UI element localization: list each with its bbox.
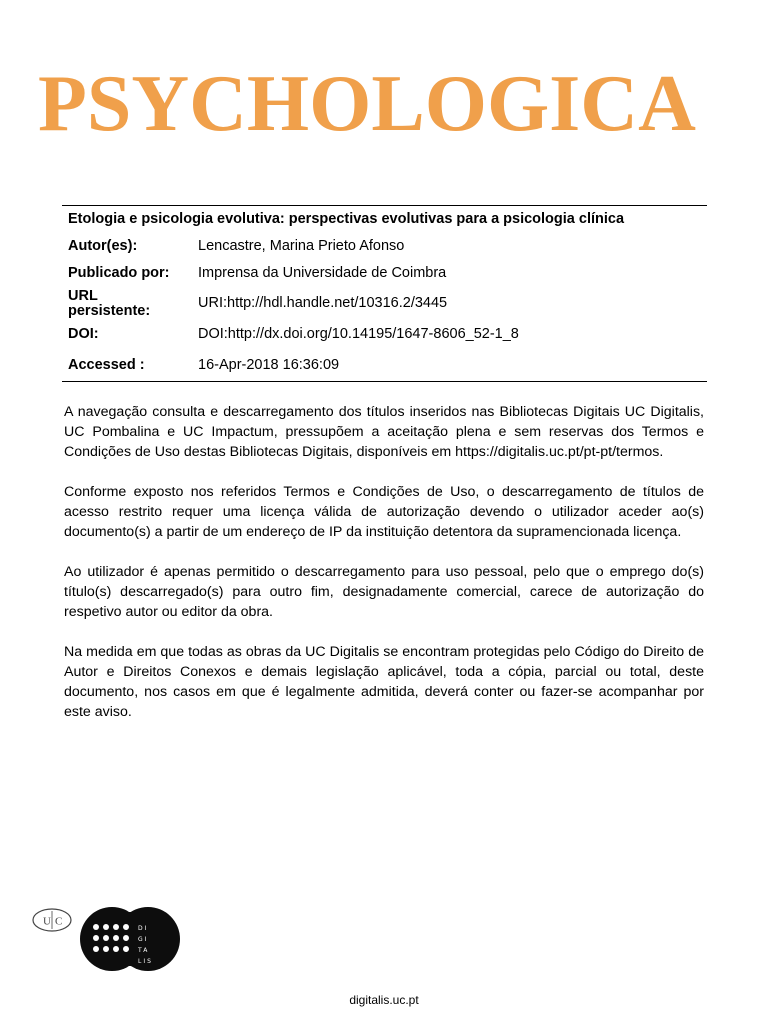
accessed-value: 16-Apr-2018 16:36:09 bbox=[198, 357, 340, 373]
uc-logo-u: U bbox=[43, 915, 51, 928]
top-divider bbox=[62, 205, 707, 206]
record-title: Etologia e psicologia evolutiva: perspectivas evolutivas para a psicologia clínica bbox=[68, 211, 625, 227]
svg-text:GI: GI bbox=[138, 936, 149, 943]
notice-paragraph-4: Na medida em que todas as obras da UC Digitalis se encontram protegidas pelo Código do Direito de Autor e Direitos Conexos e demais legislação aplicável, toda a cópia, parcial ou total, deste documento, nos casos em que é legalmente admitida, deverá conter ou fazer-se acompanhar por este aviso. bbox=[64, 644, 704, 720]
journal-title: PSYCHOLOGICA bbox=[38, 60, 696, 148]
footer-url[interactable]: digitalis.uc.pt bbox=[349, 993, 419, 1007]
svg-text:DI: DI bbox=[138, 925, 149, 932]
url-value[interactable]: URI:http://hdl.handle.net/10316.2/3445 bbox=[198, 295, 448, 311]
notice-paragraph-2: Conforme exposto nos referidos Termos e Condições de Uso, o descarregamento de títulos de acesso restrito requer uma licença válida de autorização devendo o utilizador aceder ao(s) documento(s) a partir de um endereço de IP da instituição detentora da supramencionada licença. bbox=[64, 484, 704, 540]
bottom-divider bbox=[62, 381, 707, 382]
uc-logo-c: C bbox=[55, 915, 63, 928]
doi-value[interactable]: DOI:http://dx.doi.org/10.14195/1647-8606_52-1_8 bbox=[198, 326, 519, 342]
publisher-value: Imprensa da Universidade de Coimbra bbox=[198, 265, 447, 281]
url-label: URL persistente: bbox=[68, 288, 151, 319]
svg-text:TA: TA bbox=[138, 947, 150, 954]
author-value: Lencastre, Marina Prieto Afonso bbox=[198, 238, 405, 254]
notice-paragraph-1: A navegação consulta e descarregamento dos títulos inseridos nas Bibliotecas Digitais UC Digitalis, UC Pombalina e UC Impactum, pressupõem a aceitação plena e sem reservas dos Termos e Condições de Uso destas Bibliotecas Digitais, disponíveis em https://digitalis.uc.pt/pt-pt/termos. bbox=[64, 404, 704, 460]
notice-paragraph-3: Ao utilizador é apenas permitido o descarregamento para uso pessoal, pelo que o emprego do(s) título(s) descarregado(s) para outro fim, designadamente comercial, carece de autorização do respetivo autor ou editor da obra. bbox=[64, 564, 704, 620]
author-label: Autor(es): bbox=[68, 238, 138, 254]
doi-label: DOI: bbox=[68, 326, 99, 342]
uc-logo bbox=[33, 909, 71, 931]
uc-digitalis-logos bbox=[30, 906, 190, 972]
accessed-label: Accessed : bbox=[68, 357, 145, 373]
svg-text:LIS: LIS bbox=[138, 958, 153, 965]
publisher-label: Publicado por: bbox=[68, 265, 170, 281]
digitalis-logo bbox=[80, 907, 180, 971]
